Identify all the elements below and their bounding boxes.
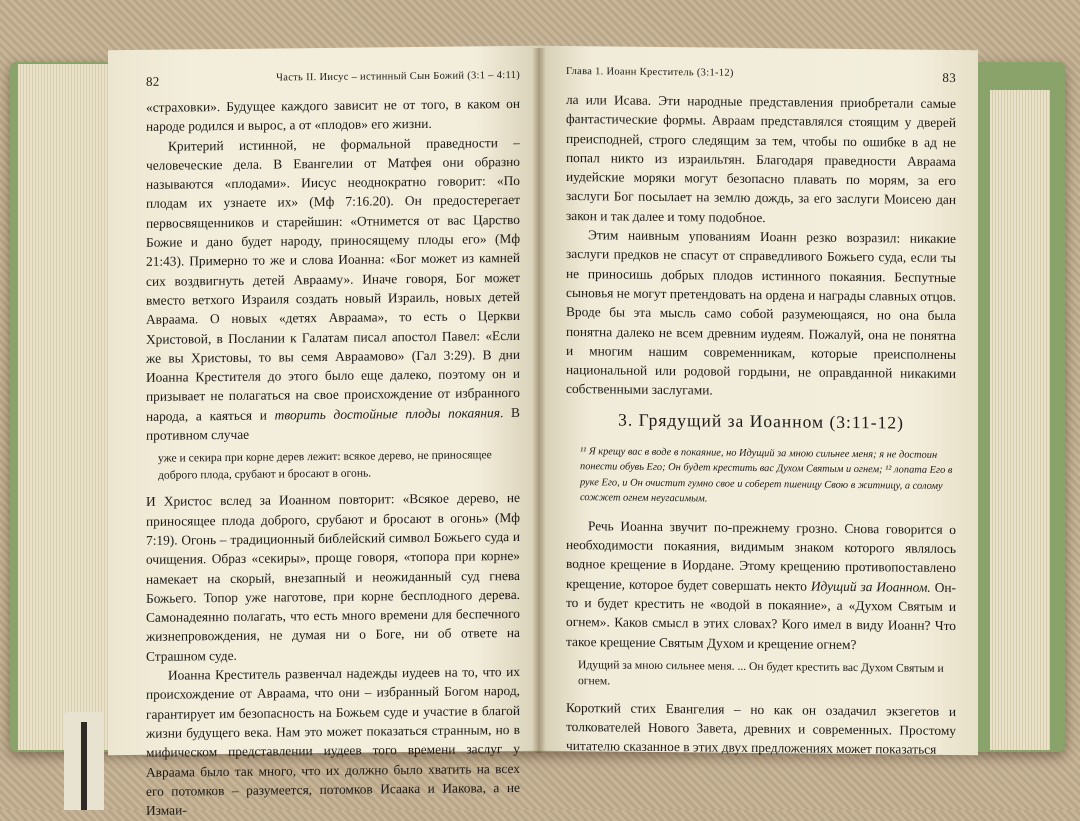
right-page [538,46,978,756]
right-quote: Идущий за мною сильнее меня. ... Он будет крестить вас Духом Святым и огнем. [578,657,944,688]
right-page-header [566,66,956,86]
right-paragraph-2: Этим наивным упованиям Иоанн резко возразил: никакие заслуги предков не спасут от справедливого Божьего суда, если ты не приносишь добрых плодов истинного покаяния. Беспутные сыновья не могут претендовать на ордена и награды славных отцов. Вроде бы эта мысль само собой разумеющаяся, но она была понятна далеко не всем древним иудеям. Пожалуй, она не понятна и многим нашим современникам, которые преисполнены национальной или родовой гордыни, не оправданной никакими собственными заслугами. [566,227,956,398]
right-paragraph-3-end: Он-то и будет крестить не «водой в покаяние», а «Духом Святым и огнем». Каков смысл в этих словах? Кого имел в виду Иоанн? Что такое крещение Святым Духом и крещение огнем? [566,579,956,652]
left-paragraph-1: «страховки». Будущее каждого зависит не от того, в каком он народе родился и вырос, а от «плодов» его жизни. [146,95,520,135]
page-edges-left [18,64,108,750]
right-running-head: Глава 1. Иоанн Креститель (3:1-12) [566,65,734,79]
left-paragraph-4: Иоанна Креститель развенчал надежды иудеев на то, что их происхождение от Авраама, что они – избранный Богом народ, гарантирует им безопасность на Божьем суде и участие в благой жизни будущего века. Нам это может показаться странным, но в мифическом представлении иудеев того времени заслуг у Авраама было так много, что их должно было хватить на всех его потомков – разумеется, потомков Исаака и Иакова, а не Измаи- [146,663,520,818]
right-paragraph-3-text: Речь Иоанна звучит по-прежнему грозно. Снова говорится о необходимости покаяния, видимым знаком которого являлось водное крещение в Иордане. Этому крещению противопоставлено крещение, которое будет совершать некто [566,517,956,594]
left-paragraph-2-text: Критерий истинной, не формальной праведности – человеческие дела. В Евангелии от Матфея они образно называются «плодами». Иисус неоднократно говорит: «По плодам их узнаете их» (Мф 7:16.20). Он предостерегает первосвященников и старейшин: «Отнимется от вас Царство Божие и дано будет народу, приносящему плоды его» (Мф 21:43). Примерно то же и слова Иоанна: «Бог может из камней сих воздвигнуть детей Аврааму». Иначе говоря, Бог может вместо ветхого Израиля создать новый Израиль, новых детей Авраама. О новых «детях Авраама», то есть о Церкви Христовой, в Послании к Галатам писал апостол Павел: «Если же вы Христовы, то вы семя Авраамово» (Гал 3:29). В дни Иоанна Крестителя до этого было еще далеко, поэтому он и призывает не полагаться на свое происхождение от избранного народа, а каяться и [146,134,520,424]
right-page-number: 83 [942,69,956,86]
book-gutter [532,48,546,753]
left-page-number: 82 [146,73,160,89]
left-paragraph-2-end: . В противном случае [146,404,520,443]
left-page [108,46,538,818]
left-running-head: Часть II. Иисус – истинный Сын Божий (3:1 – 4:11) [276,69,520,84]
section-title: 3. Грядущий за Иоанном (3:11-12) [618,409,904,433]
left-page-header [146,70,520,90]
left-paragraph-3: И Христос вслед за Иоанном повторит: «Всякое дерево, не приносящее плода доброго, срубают и бросают в огонь» (Мф 7:19). Огонь – традиционный библейский символ Божьего суда и очищения. Образ «секиры», проще говоря, «топора при корне» намекает на скорый, внезапный и неожиданный суд гнева Божьего. Топор уже наготове, при корне бесплодного дерева. Самонадеянно полагать, что есть много времени для беспечного жизнепровождения, не думая ни о Боге, ни об ответе на Страшном суде. [146,490,520,664]
right-paragraph-4: Короткий стих Евангелия – но как он озадачил экзегетов и толкователей Нового Завета, древних и современных. Простому читателю сказанное в этих двух предложениях может показаться [566,699,956,758]
page-edges-right [990,90,1050,750]
ribbon-bookmark [64,712,104,810]
scripture-verse: ¹¹ Я крещу вас в воде в покаяние, но Идущий за мною сильнее меня; я не достоин понести обувь Его; Он будет крестить вас Духом Святым и огнем; ¹² лопата Его в руке Его, и Он очистит гумно свое и соберет пшеницу Свою в житницу, а солому сожжет огнем неугасимым. [580,445,953,505]
right-paragraph-3 [566,516,956,655]
left-quote: уже и секира при корне дерев лежит: всякое дерево, не приносящее доброго плода, срубают и бросают в огонь. [158,448,492,482]
left-paragraph-2 [146,133,520,446]
left-paragraph-2-italic: творить достойные плоды покаяния [274,404,500,423]
right-paragraph-3-italic: Идущий за Иоанном. [810,578,931,595]
right-paragraph-1: ла или Исава. Эти народные представления приобретали самые фантастические формы. Авраам представлялся стоящим у дверей преисподней, строго следящим за тем, чтобы по ошибке в ад не попал никто из израильтян. Благодаря праведности Авраама иудейские моряки могут безопасно плавать по морям, за его заслуги Бог посылает на землю дождь, за его заслуги Моисею дан закон и так далее и тому подобное. [566,91,956,225]
